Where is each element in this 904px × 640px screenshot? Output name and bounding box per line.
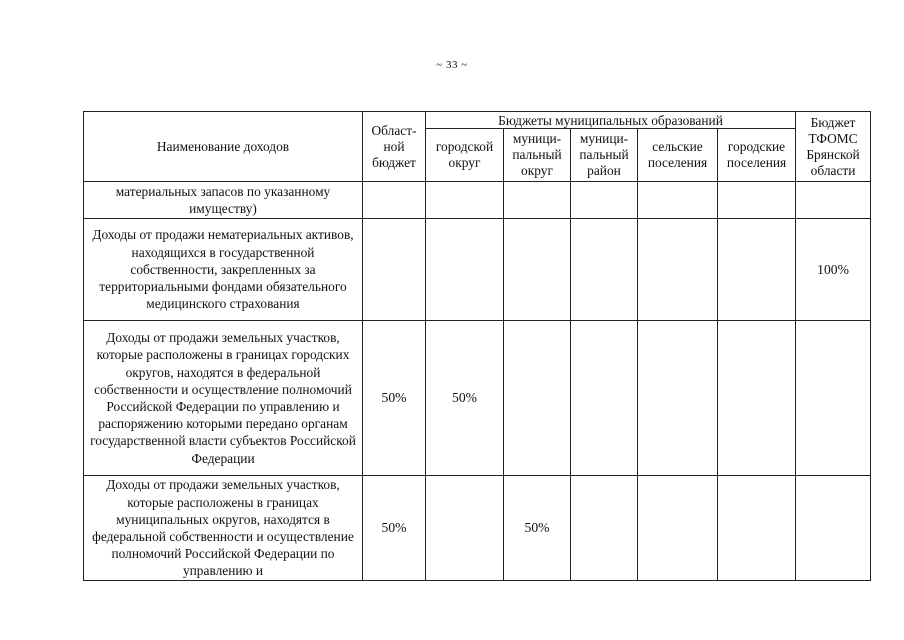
regional-value-cell: 50% bbox=[363, 476, 426, 581]
header-rural-settlements: сельские поселения bbox=[638, 129, 718, 182]
income-distribution-table bbox=[83, 111, 871, 581]
city-district-value-cell bbox=[426, 476, 504, 581]
regional-value-cell bbox=[363, 219, 426, 321]
regional-value-cell bbox=[363, 182, 426, 219]
tfoms-value-cell bbox=[796, 476, 871, 581]
urban-value-cell bbox=[718, 476, 796, 581]
municipal-area-value-cell bbox=[571, 182, 638, 219]
regional-value-cell: 50% bbox=[363, 321, 426, 476]
income-name-cell: Доходы от продажи земельных участков, которые расположены в границах муниципальных округов, находятся в федеральной собственности и осуществление полномочий Российской Федерации по управлению и bbox=[84, 476, 363, 581]
tfoms-value-cell bbox=[796, 321, 871, 476]
municipal-district-value-cell bbox=[504, 182, 571, 219]
municipal-area-value-cell bbox=[571, 321, 638, 476]
rural-value-cell bbox=[638, 321, 718, 476]
header-urban-settlements: городские поселения bbox=[718, 129, 796, 182]
municipal-area-value-cell bbox=[571, 219, 638, 321]
table-header bbox=[84, 112, 871, 182]
income-name-cell: Доходы от продажи нематериальных активов, находящихся в государственной собственности, закрепленных за территориальными фондами обязательного медицинского страхования bbox=[84, 219, 363, 321]
tfoms-value-cell: 100% bbox=[796, 219, 871, 321]
tfoms-value-cell bbox=[796, 182, 871, 219]
income-name-cell: материальных запасов по указанному имуществу) bbox=[84, 182, 363, 219]
city-district-value-cell: 50% bbox=[426, 321, 504, 476]
municipal-district-value-cell: 50% bbox=[504, 476, 571, 581]
table-row bbox=[84, 321, 871, 476]
header-municipal-district: муници- пальный округ bbox=[504, 129, 571, 182]
header-city-district: городской округ bbox=[426, 129, 504, 182]
header-municipal-budgets: Бюджеты муниципальных образований bbox=[426, 112, 796, 129]
header-row-1 bbox=[84, 112, 871, 129]
header-tfoms-budget: Бюджет ТФОМС Брянской области bbox=[796, 112, 871, 182]
urban-value-cell bbox=[718, 219, 796, 321]
table-row bbox=[84, 476, 871, 581]
rural-value-cell bbox=[638, 476, 718, 581]
city-district-value-cell bbox=[426, 182, 504, 219]
header-income-name bbox=[84, 112, 363, 182]
municipal-district-value-cell bbox=[504, 321, 571, 476]
table-body bbox=[84, 182, 871, 581]
page-number: ~ 33 ~ bbox=[436, 59, 468, 71]
table-row bbox=[84, 182, 871, 219]
urban-value-cell bbox=[718, 182, 796, 219]
table-row bbox=[84, 219, 871, 321]
urban-value-cell bbox=[718, 321, 796, 476]
city-district-value-cell bbox=[426, 219, 504, 321]
municipal-district-value-cell bbox=[504, 219, 571, 321]
header-income-name-text: Наименование доходов bbox=[156, 138, 290, 154]
header-regional-budget: Област- ной бюджет bbox=[363, 112, 426, 182]
municipal-area-value-cell bbox=[571, 476, 638, 581]
rural-value-cell bbox=[638, 219, 718, 321]
rural-value-cell bbox=[638, 182, 718, 219]
income-name-cell: Доходы от продажи земельных участков, которые расположены в границах городских округов, находятся в федеральной собственности и осуществление полномочий Российской Федерации по управлению и распоряжению которыми передано органам государственной власти субъектов Российской Федерации bbox=[84, 321, 363, 476]
header-municipal-area: муници- пальный район bbox=[571, 129, 638, 182]
